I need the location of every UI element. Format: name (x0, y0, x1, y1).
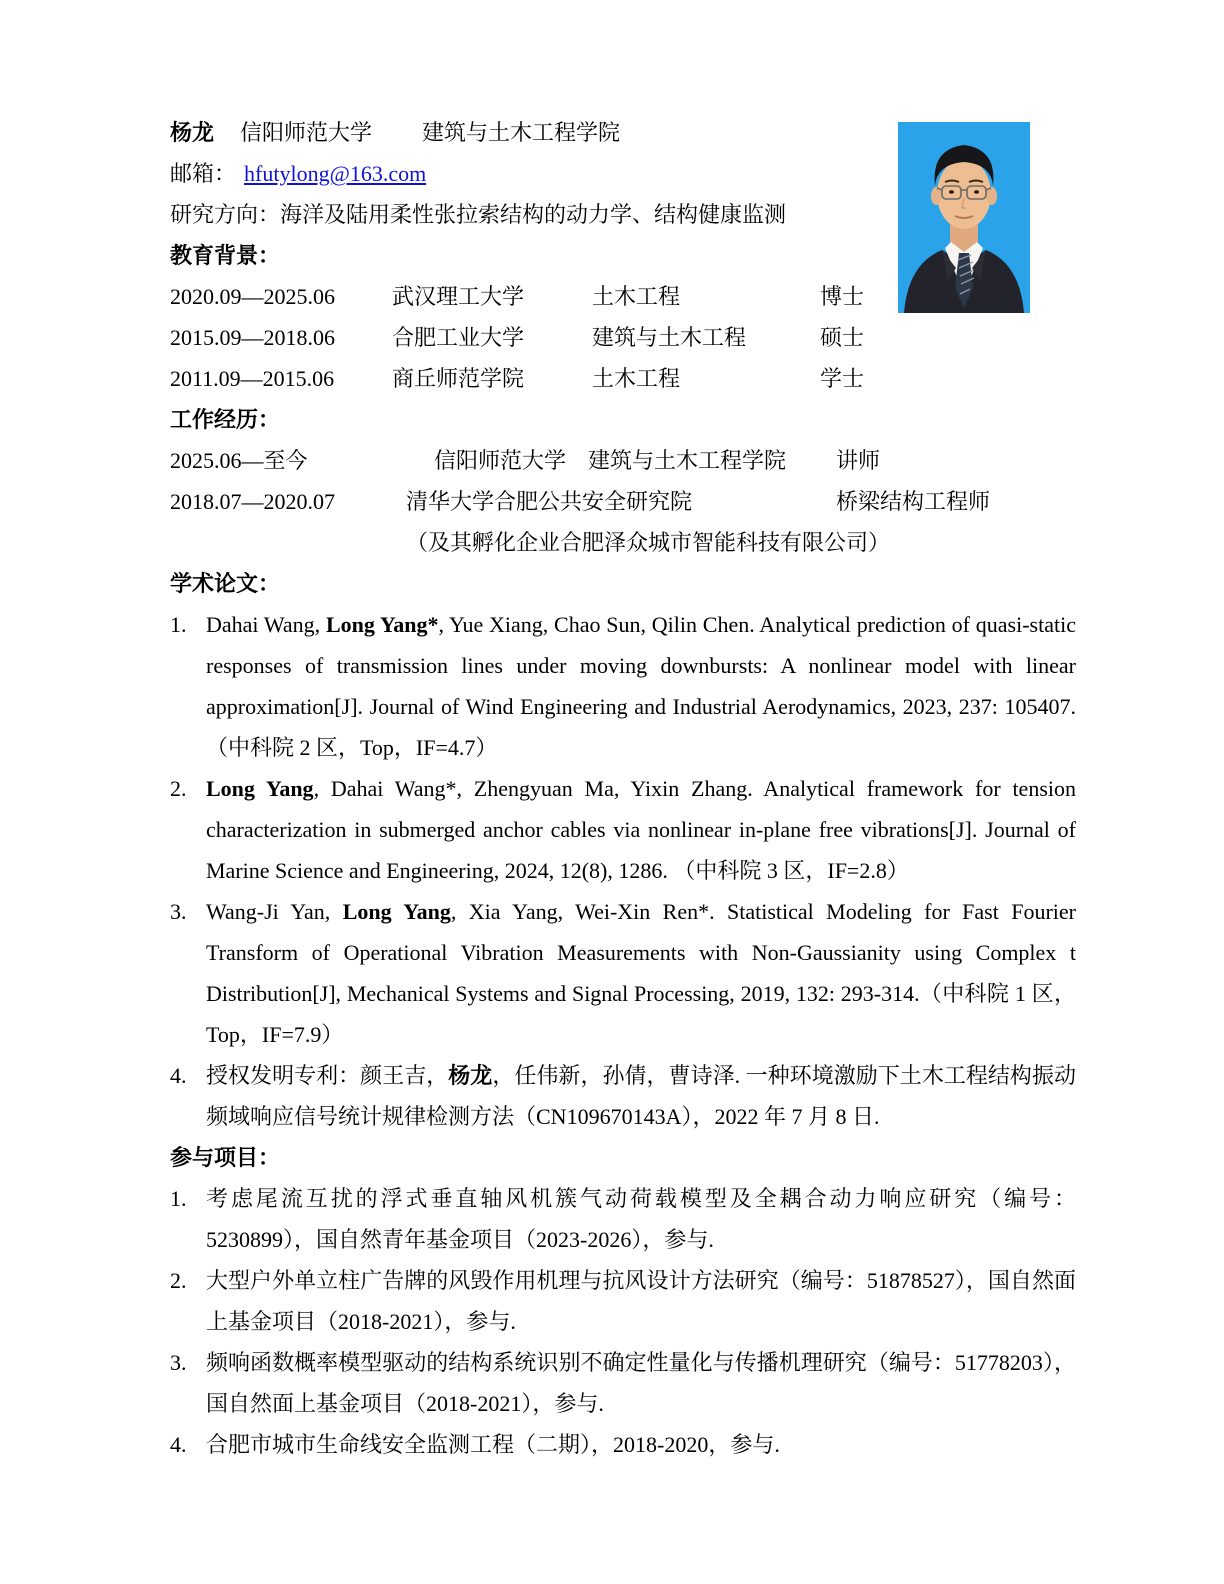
cv-content (170, 112, 1076, 1465)
paper-item (170, 604, 1076, 768)
project-number: 4. (170, 1432, 187, 1457)
id-photo (898, 122, 1030, 313)
work-organization: （及其孵化企业合肥泽众城市智能科技有限公司） (406, 530, 891, 555)
project-text: 大型户外单立柱广告牌的风毁作用机理与抗风设计方法研究（编号：51878527），国自然面上基金项目（2018-2021），参与. (206, 1268, 1076, 1334)
education-degree: 硕士 (820, 325, 865, 350)
project-text: 考虑尾流互扰的浮式垂直轴风机簇气动荷载模型及全耦合动力响应研究（编号：5230899），国自然青年基金项目（2023-2026），参与. (206, 1186, 1076, 1252)
paper-segment: , Dahai Wang*, Zhengyuan Ma, Yixin Zhang. Analytical framework for tension characterization in submerged anchor cables via nonlinear in-plane free vibrations[J]. Journal of Marine Science and Engineering, 2024, 12(8), 1286. （中科院 3 区，IF=2.8） (206, 776, 1076, 883)
papers-list (170, 604, 1076, 1137)
paper-number: 1. (170, 612, 187, 637)
email-label: 邮箱： (170, 161, 237, 186)
section-heading-work: 工作经历： (170, 407, 281, 432)
paper-item (170, 1055, 1076, 1137)
paper-segment: , Yue Xiang, Chao Sun, Qilin Chen. Analytical prediction of quasi-static responses of transmission lines under moving downbursts: A nonlinear model with linear approximation[J]. Journal of Wind Engineering and Industrial Aerodynamics, 2023, 237: 105407. （中科院 2 区，Top，IF=4.7） (206, 612, 1076, 760)
paper-number: 4. (170, 1063, 187, 1088)
education-period: 2011.09—2015.06 (170, 366, 335, 391)
paper-segment: Long Yang* (325, 612, 439, 637)
projects-list (170, 1178, 1076, 1465)
education-major: 建筑与土木工程 (592, 325, 747, 350)
research-label: 研究方向： (170, 202, 281, 227)
section-heading-education: 教育背景： (170, 243, 281, 268)
paper-segment: 授权发明专利：颜王吉， (206, 1063, 449, 1088)
portrait-illustration (898, 122, 1030, 313)
project-number: 2. (170, 1268, 187, 1293)
paper-segment: , Xia Yang, Wei-Xin Ren*. Statistical Modeling for Fast Fourier Transform of Operational Vibration Measurements with Non-Gaussianity using Complex t Distribution[J], Mechanical Systems and Signal Processing, 2019, 132: 293-314.（中科院 1 区，Top，IF=7.9） (206, 899, 1077, 1047)
education-period: 2015.09—2018.06 (170, 325, 335, 350)
research-text: 海洋及陆用柔性张拉索结构的动力学、结构健康监测 (280, 202, 787, 227)
section-heading-projects: 参与项目： (170, 1145, 281, 1170)
work-row (170, 481, 1076, 522)
paper-text (206, 768, 1076, 891)
work-organization: 信阳师范大学 建筑与土木工程学院 (434, 448, 787, 473)
education-row (170, 358, 1076, 399)
education-period: 2020.09—2025.06 (170, 284, 335, 309)
paper-text (206, 1055, 1076, 1137)
work-organization: 清华大学合肥公共安全研究院 (406, 489, 693, 514)
education-degree: 学士 (820, 366, 865, 391)
school-name: 建筑与土木工程学院 (422, 120, 621, 145)
project-item (170, 1260, 1076, 1342)
work-row (170, 522, 1076, 563)
work-period: 2025.06—至今 (170, 448, 308, 473)
person-name: 杨龙 (170, 120, 215, 145)
work-period: 2018.07—2020.07 (170, 489, 335, 514)
work-period (170, 522, 406, 563)
project-text: 频响函数概率模型驱动的结构系统识别不确定性量化与传播机理研究（编号：51778203），国自然面上基金项目（2018-2021），参与. (206, 1350, 1076, 1416)
project-text: 合肥市城市生命线安全监测工程（二期），2018-2020，参与. (206, 1432, 780, 1457)
project-item (170, 1424, 1076, 1465)
section-heading-papers: 学术论文： (170, 571, 281, 596)
education-degree: 博士 (820, 284, 865, 309)
work-table (170, 440, 1076, 563)
work-row (170, 440, 1076, 481)
education-major: 土木工程 (592, 284, 681, 309)
education-row (170, 317, 1076, 358)
project-item (170, 1342, 1076, 1424)
email-link[interactable]: hfutylong@163.com (244, 161, 427, 186)
education-school: 商丘师范学院 (392, 366, 525, 391)
work-role: 讲师 (836, 448, 881, 473)
paper-text (206, 891, 1076, 1055)
paper-segment: Dahai Wang, (206, 612, 326, 637)
paper-segment: 杨龙 (448, 1063, 493, 1088)
work-role: 桥梁结构工程师 (836, 489, 991, 514)
paper-number: 3. (170, 899, 187, 924)
paper-text (206, 604, 1076, 768)
university-name: 信阳师范大学 (240, 120, 373, 145)
paper-segment: Long Yang (342, 899, 451, 924)
paper-segment: ，任伟新，孙倩，曹诗泽. 一种环境激励下土木工程结构振动频域响应信号统计规律检测方法（CN109670143A），2022 年 7 月 8 日. (206, 1063, 1076, 1129)
project-item (170, 1178, 1076, 1260)
education-school: 武汉理工大学 (392, 284, 525, 309)
paper-number: 2. (170, 776, 187, 801)
paper-segment: Long Yang (206, 776, 314, 801)
project-number: 1. (170, 1186, 187, 1211)
paper-segment: Wang-Ji Yan, (206, 899, 343, 924)
paper-item (170, 891, 1076, 1055)
education-major: 土木工程 (592, 366, 681, 391)
paper-item (170, 768, 1076, 891)
education-school: 合肥工业大学 (392, 325, 525, 350)
project-number: 3. (170, 1350, 187, 1375)
